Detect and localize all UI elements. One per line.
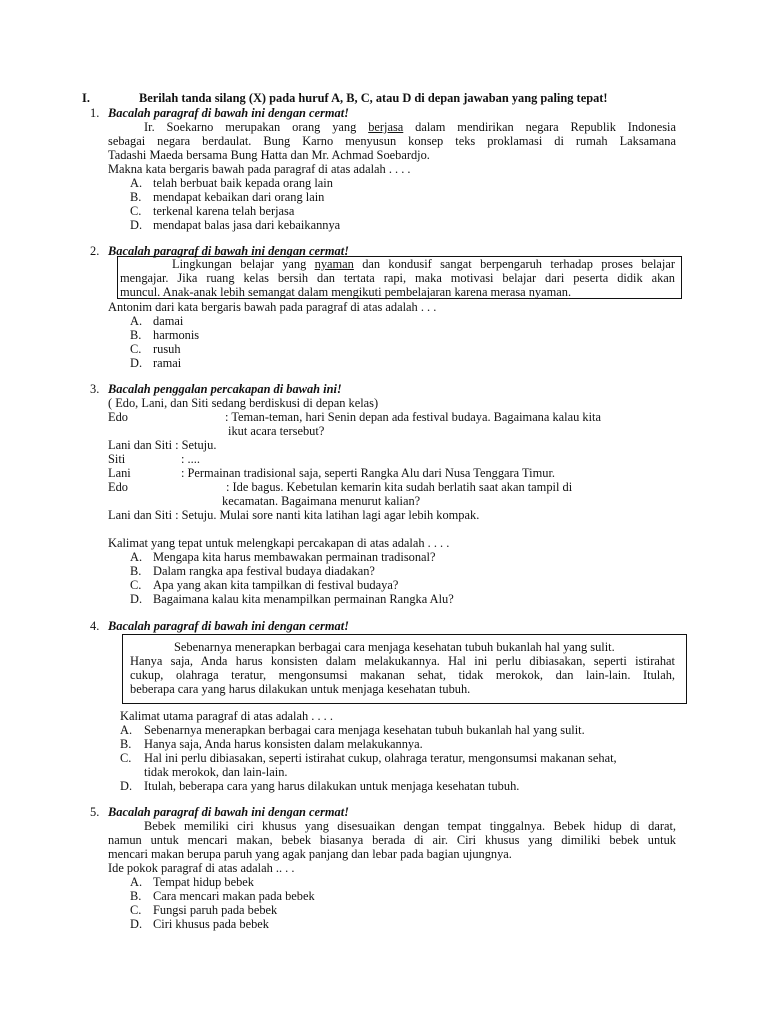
- option-text: terkenal karena telah berjasa: [153, 204, 295, 218]
- option-letter: A.: [120, 723, 133, 737]
- option-letter: C.: [130, 204, 142, 218]
- option-text: tidak merokok, dan lain-lain.: [144, 765, 288, 779]
- dialog-speaker: Edo: [108, 480, 128, 494]
- question-number: 3.: [90, 382, 100, 396]
- paragraph-line: Tadashi Maeda bersama Bung Hatta dan Mr. Achmad Soebardjo.: [108, 148, 430, 162]
- question-title: Bacalah paragraf di bawah ini dengan cermat!: [108, 619, 349, 633]
- underlined-word: berjasa: [368, 120, 404, 134]
- option-text: Ciri khusus pada bebek: [153, 917, 269, 931]
- dialog-context: ( Edo, Lani, dan Siti sedang berdiskusi di depan kelas): [108, 396, 379, 410]
- paragraph-line: sebagai negara berdaulat. Bung Karno menyusun konsep teks proklamasi di rumah Laksamana: [108, 134, 676, 148]
- dialog-line: : Teman-teman, hari Senin depan ada festival budaya. Bagaimana kalau kita: [225, 410, 601, 424]
- option-letter: B.: [130, 190, 142, 204]
- option-text: Hanya saja, Anda harus konsisten dalam melakukannya.: [144, 737, 423, 751]
- option-letter: A.: [130, 875, 143, 889]
- option-letter: D.: [130, 218, 143, 232]
- paragraph-line: mencari makan berupa paruh yang agak panjang dan lebar pada bagian ujungnya.: [108, 847, 512, 861]
- dialog-line: : Permainan tradisional saja, seperti Rangka Alu dari Nusa Tenggara Timur.: [181, 466, 555, 480]
- option-text: harmonis: [153, 328, 200, 342]
- option-letter: A.: [130, 176, 143, 190]
- option-text: Itulah, beberapa cara yang harus dilakukan untuk menjaga kesehatan tubuh.: [144, 779, 520, 793]
- paragraph-line: muncul. Anak-anak lebih semangat dalam mengikuti pembelajaran karena merasa nyaman.: [120, 285, 572, 299]
- option-text: mendapat balas jasa dari kebaikannya: [153, 218, 341, 232]
- option-letter: C.: [120, 751, 132, 765]
- question-title: Bacalah penggalan percakapan di bawah ini!: [108, 382, 342, 396]
- paragraph-line: [120, 258, 675, 272]
- dialog-line: ikut acara tersebut?: [228, 424, 325, 438]
- option-letter: D.: [130, 917, 143, 931]
- paragraph-text: Ir. Soekarno merupakan orang yang: [144, 120, 357, 134]
- section-number: I.: [82, 91, 90, 105]
- question-number: 4.: [90, 619, 100, 633]
- dialog-line: : Ide bagus. Kebetulan kemarin kita sudah berlatih saat akan tampil di: [226, 480, 573, 494]
- paragraph-line: [108, 121, 676, 135]
- question-prompt: Makna kata bergaris bawah pada paragraf di atas adalah . . . .: [108, 162, 411, 176]
- option-text: mendapat kebaikan dari orang lain: [153, 190, 325, 204]
- dialog-speaker: Lani: [108, 466, 131, 480]
- question-prompt: Kalimat yang tepat untuk melengkapi percakapan di atas adalah . . . .: [108, 536, 450, 550]
- option-letter: B.: [130, 564, 142, 578]
- dialog-line: Lani dan Siti : Setuju. Mulai sore nanti kita latihan lagi agar lebih kompak.: [108, 508, 480, 522]
- option-text: Sebenarnya menerapkan berbagai cara menjaga kesehatan tubuh bukanlah hal yang sulit.: [144, 723, 585, 737]
- option-text: telah berbuat baik kepada orang lain: [153, 176, 333, 190]
- option-text: Mengapa kita harus membawakan permainan tradisonal?: [153, 550, 436, 564]
- question-prompt: Kalimat utama paragraf di atas adalah . . . .: [120, 709, 333, 723]
- option-text: Cara mencari makan pada bebek: [153, 889, 315, 903]
- option-text: Apa yang akan kita tampilkan di festival budaya?: [153, 578, 399, 592]
- option-text: Fungsi paruh pada bebek: [153, 903, 278, 917]
- option-letter: C.: [130, 578, 142, 592]
- option-text: Hal ini perlu dibiasakan, seperti istirahat cukup, olahraga teratur, mengonsumsi makanan sehat,: [144, 751, 617, 765]
- option-text: Bagaimana kalau kita menampilkan permainan Rangka Alu?: [153, 592, 454, 606]
- paragraph-text: Lingkungan belajar yang: [172, 257, 307, 271]
- paragraph-line: namun untuk mencari makan, bebek biasanya berada di air. Ciri khusus yang dimiliki bebek untuk: [108, 833, 676, 847]
- option-letter: D.: [130, 356, 143, 370]
- question-number: 5.: [90, 805, 100, 819]
- dialog-line: Lani dan Siti : Setuju.: [108, 438, 217, 452]
- option-letter: B.: [120, 737, 132, 751]
- option-text: Dalam rangka apa festival budaya diadakan?: [153, 564, 375, 578]
- option-letter: C.: [130, 342, 142, 356]
- question-prompt: Ide pokok paragraf di atas adalah .. . .: [108, 861, 295, 875]
- option-letter: C.: [130, 903, 142, 917]
- question-number: 1.: [90, 106, 100, 120]
- option-text: rusuh: [153, 342, 181, 356]
- dialog-line: kecamatan. Bagaimana menurut kalian?: [222, 494, 421, 508]
- dialog-line: : ....: [181, 452, 200, 466]
- question-title: Bacalah paragraf di bawah ini dengan cermat!: [108, 805, 349, 819]
- option-letter: A.: [130, 314, 143, 328]
- paragraph-text: dalam mendirikan negara Republik Indonesia: [415, 120, 676, 134]
- dialog-speaker: Edo: [108, 410, 128, 424]
- option-text: damai: [153, 314, 184, 328]
- paragraph-line: mengajar. Jika ruang kelas bersih dan tertata rapi, maka motivasi belajar dari peserta didik akan: [120, 271, 675, 285]
- question-title: Bacalah paragraf di bawah ini dengan cermat!: [108, 244, 349, 258]
- option-letter: D.: [130, 592, 143, 606]
- question-number: 2.: [90, 244, 100, 258]
- paragraph-line: Sebenarnya menerapkan berbagai cara menjaga kesehatan tubuh bukanlah hal yang sulit.: [174, 640, 615, 654]
- paragraph-line: cukup, olahraga teratur, mengonsumsi makanan sehat, tidak merokok, dan lain-lain. Itulah,: [130, 668, 675, 682]
- option-text: Tempat hidup bebek: [153, 875, 254, 889]
- question-prompt: Antonim dari kata bergaris bawah pada paragraf di atas adalah . . .: [108, 300, 437, 314]
- option-letter: B.: [130, 328, 142, 342]
- paragraph-text: dan kondusif sangat berpengaruh terhadap proses belajar: [362, 257, 675, 271]
- question-title: Bacalah paragraf di bawah ini dengan cermat!: [108, 106, 349, 120]
- dialog-speaker: Siti: [108, 452, 126, 466]
- underlined-word: nyaman: [314, 257, 354, 271]
- paragraph-line: Hanya saja, Anda harus konsisten dalam melakukannya. Hal ini perlu dibiasakan, seperti istirahat: [130, 654, 675, 668]
- option-letter: B.: [130, 889, 142, 903]
- paragraph-text: Bebek memiliki ciri khusus yang disesuaikan dengan tempat tinggalnya. Bebek hidup di darat,: [144, 819, 676, 833]
- option-text: ramai: [153, 356, 182, 370]
- paragraph-line: beberapa cara yang harus dilakukan untuk menjaga kesehatan tubuh.: [130, 682, 471, 696]
- section-instruction: Berilah tanda silang (X) pada huruf A, B, C, atau D di depan jawaban yang paling tepat!: [139, 91, 608, 105]
- option-letter: A.: [130, 550, 143, 564]
- paragraph-line: [108, 820, 676, 834]
- option-letter: D.: [120, 779, 133, 793]
